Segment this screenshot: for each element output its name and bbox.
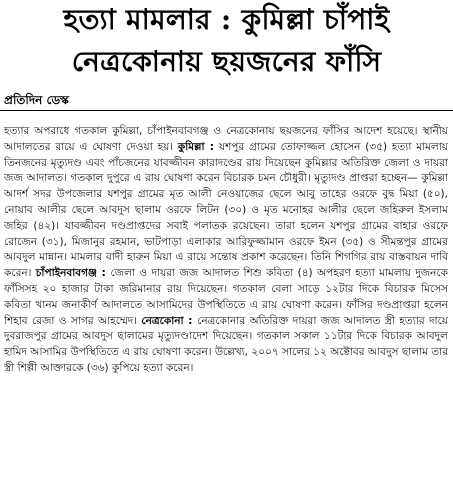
article-body — [4, 124, 448, 377]
comilla-text: যশপুর গ্রামের তোফাজ্জল হোসেন (৩৫) হত্যা মামলায় তিনজনের মৃত্যুদণ্ড এবং পাঁচজনের যাবজ্জীবন কারাদণ্ডের রায় দিয়েছেন কুমিল্লার অতিরিক্ত জেলা ও দায়রা জজ আদালত। গতকাল দুপুরে এ রায় ঘোষণা করেন বিচারক চমন চৌধুরী। মৃত্যুদণ্ড প্রাপ্তরা হচ্ছেন— কুমিল্লা আদর্শ সদর উপজেলার যশপুর গ্রামের মৃত আলী নেওয়াজের ছেলে আবু তাহের ওরফে বুদ্ব মিয়া (৫০), নোয়াব আলীর ছেলে আবদুস ছালাম ওরফে লিটন (৩০) ও মৃত মনোহর আলীর ছেলে জহিরুল ইসলাম জহির (৪২)। যাবজ্জীবন দণ্ডপ্রাপ্তদের সবাই পলাতক রয়েছেন। তারা হলেন যশপুর গ্রামের বাহার ওরফে রোজেন (৩১), মিজানুর রহমান, ভাটপাড়া এলাকার আরিফুজ্জামান ওরফে ইমন (৩৫) ও সীমন্তপুর গ্রামের আবদুল মান্নান। মামলার বাদী হারুন মিয়া এ রায়ে সন্তোষ প্রকাশ করেছেন। তিনি শিগগির রায় বাস্তবায়ন দাবি করেন। — [4, 140, 448, 280]
byline: প্রতিদিন ডেস্ক — [4, 93, 69, 107]
intro-text: হত্যার অপরাধে গতকাল কুমিল্লা, চাঁপাইনবাবগঞ্জ ও নেত্রকোনায় ছয়জনের ফাঁসির আদেশ হয়েছে। স্থানীয় আদালতের রায়ে এ ঘোষণা দেওয়া হয়। — [4, 125, 448, 153]
comilla-subhead: কুমিল্লা : — [177, 140, 220, 153]
netrokona-subhead: নেত্রকোনা : — [141, 314, 198, 327]
chapai-subhead: চাঁপাইনবাবগঞ্জ : — [35, 267, 111, 280]
byline-divider — [0, 110, 453, 111]
headline-line-1: হত্যা মামলার : কুমিল্লা চাঁপাই — [63, 3, 390, 36]
chapai-text: জেলা ও দায়রা জজ আদালত শিশু কবিতা (৪) অপহরণ হত্যা মামলায় দুজনকে ফাঁসিসহ ২০ হাজার টাকা জরিমানার রায় দিয়েছেন। গতকাল বেলা সাড়ে ১২টার দিকে বিচারক মিসেস কবিতা খানম জনাকীর্ণ আদালতে আসামিদের উপস্থিতিতে এ রায় ঘোষণা করেন। ফাঁসির দণ্ডপ্রাপ্তরা হলেন শিহাব রেজা ও সাগর আহম্মেদ। — [4, 267, 448, 327]
headline-line-2: নেত্রকোনায় ছয়জনের ফাঁসি — [71, 45, 382, 78]
netrokona-text: নেত্রকোনার অতিরিক্ত দায়রা জজ আদালত স্ত্রী হত্যার দায়ে দুবরাজপুর গ্রামের আবদুস ছালামের মৃত্যুদণ্ডাদেশ দিয়েছেন। গতকাল সকাল ১১টার দিকে বিচারক আবদুল হামিদ আসামির উপস্থিতিতে এ রায় ঘোষণা করেন। উল্লেখ্য, ২০০৭ সালের ১২ অক্টোবর আবদুস ছালাম তার স্ত্রী শিল্পী আক্তারকে (৩৬) কুপিয়ে হত্যা করেন। — [4, 314, 448, 374]
article-paragraph — [4, 124, 448, 377]
